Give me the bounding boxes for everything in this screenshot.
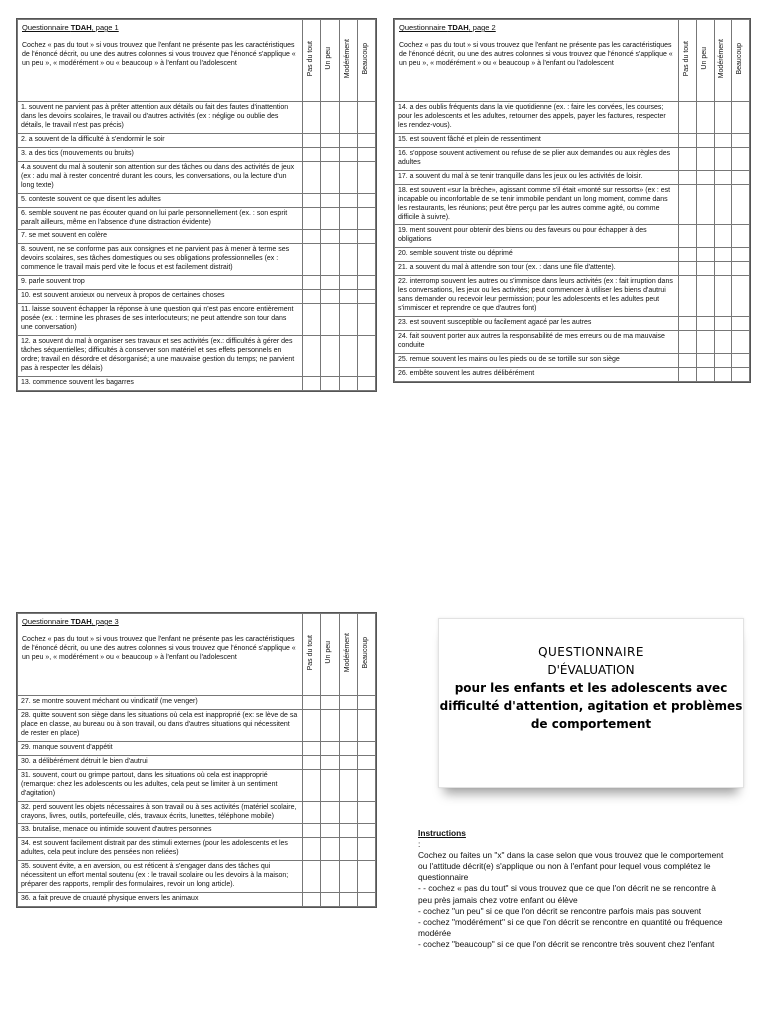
checkbox-beaucoup[interactable] [357,102,375,134]
checkbox-pas-du-tout[interactable] [303,290,321,304]
checkbox-un-peu[interactable] [321,304,339,336]
checkbox-beaucoup[interactable] [357,824,375,838]
item-text: 34. est souvent facilement distrait par des stimuli externes (pour les adolescents et les adultes, cela peut inclure des pensées non reliées) [18,838,303,861]
checkbox-moderement[interactable] [339,824,357,838]
item-text: 28. quitte souvent son siège dans les situations où cela est inapproprié (ex: se lève de sa place en classe, au bureau ou à son travail, ou dans d'autres situations qui nécessitent de rester en place) [18,709,303,741]
item-row [18,276,376,290]
checkbox-pas-du-tout[interactable] [303,709,321,741]
checkbox-pas-du-tout[interactable] [303,336,321,377]
questionnaire-intro: Cochez « pas du tout » si vous trouvez que l'enfant ne présente pas les caractéristiques de l'énoncé décrit, ou une des autres colonnes si vous trouvez que l'énoncé s'applique « un peu », « modérément » ou « beaucoup » à l'enfant ou l'adolescent [22,635,296,661]
checkbox-beaucoup[interactable] [357,230,375,244]
checkbox-pas-du-tout[interactable] [679,248,697,262]
questionnaire-title: Questionnaire TDAH, page 1 [22,23,119,32]
item-text: 31. souvent, court ou grimpe partout, dans les situations où cela est inapproprié (remarque: chez les adolescents ou les adultes, cela peut se limiter à un sentiment d'agitation) [18,769,303,801]
checkbox-un-peu[interactable] [696,317,714,331]
item-text: 12. a souvent du mal à organiser ses travaux et ses activités (ex.: difficultés à gérer des tâches séquentielles; difficultés à conserver son matériel et ses effets personnels en ordre; travail en désordre et désorganisé; a une mauvaise gestion du temps; ne parvient pas à respecter les délais) [18,336,303,377]
item-text: 32. perd souvent les objets nécessaires à son travail ou à ses activités (matériel scolaire, crayons, livres, outils, portefeuille, clés, travaux écrits, lunettes, téléphone mobile) [18,801,303,824]
checkbox-pas-du-tout[interactable] [303,838,321,861]
checkbox-moderement[interactable] [714,262,732,276]
cover-subtitle: pour les enfants et les adolescents avec difficulté d'attention, agitation et problèmes de comportement [439,681,743,731]
item-row [18,838,376,861]
checkbox-beaucoup[interactable] [357,290,375,304]
checkbox-beaucoup[interactable] [357,276,375,290]
questionnaire-header [18,20,303,102]
checkbox-pas-du-tout[interactable] [303,102,321,134]
item-text: 11. laisse souvent échapper la réponse à une question qui n'est pas encore entièrement posée (ex. : termine les phrases de ses interlocuteurs; ne peut attendre son tour dans une conversation) [18,304,303,336]
checkbox-moderement[interactable] [339,290,357,304]
item-row [18,769,376,801]
item-text: 10. est souvent anxieux ou nerveux à propos de certaines choses [18,290,303,304]
item-row [18,304,376,336]
checkbox-moderement[interactable] [714,317,732,331]
item-row [18,161,376,193]
checkbox-moderement[interactable] [339,376,357,390]
item-text: 6. semble souvent ne pas écouter quand on lui parle personnellement (ex. : son esprit paraît ailleurs, même en l'absence d'une distraction évidente) [18,207,303,230]
checkbox-un-peu[interactable] [321,276,339,290]
checkbox-moderement[interactable] [339,696,357,710]
questionnaire-intro: Cochez « pas du tout » si vous trouvez que l'enfant ne présente pas les caractéristiques de l'énoncé décrit, ou une des autres colonnes si vous trouvez que l'énoncé s'applique « un peu », « modérément » ou « beaucoup » à l'enfant ou l'adolescent [22,41,296,67]
column-header-un-peu: Un peu [321,614,339,696]
checkbox-un-peu[interactable] [321,230,339,244]
instructions-bullet: - cochez "beaucoup" si ce que l'on décrit se rencontre très souvent chez l'enfant [418,938,715,949]
item-row [18,147,376,161]
checkbox-pas-du-tout[interactable] [303,133,321,147]
column-header-moderement: Modérément [714,20,732,102]
item-text: 35. souvent évite, a en aversion, ou est réticent à s'engager dans des tâches qui nécessitent un effort mental soutenu (ex : le travail scolaire ou les devoirs à la maison; préparer des rapports, remplir des formulaires, revoir un long article). [18,861,303,893]
checkbox-beaucoup[interactable] [732,225,750,248]
checkbox-pas-du-tout[interactable] [303,376,321,390]
item-text: 33. brutalise, menace ou intimide souvent d'autres personnes [18,824,303,838]
checkbox-pas-du-tout[interactable] [303,193,321,207]
checkbox-un-peu[interactable] [321,147,339,161]
checkbox-moderement[interactable] [339,304,357,336]
item-text: 9. parle souvent trop [18,276,303,290]
item-text: 36. a fait preuve de cruauté physique envers les animaux [18,893,303,907]
checkbox-pas-du-tout[interactable] [679,353,697,367]
item-row [395,248,750,262]
checkbox-pas-du-tout[interactable] [303,147,321,161]
item-row [395,276,750,317]
checkbox-beaucoup[interactable] [732,184,750,225]
checkbox-pas-du-tout[interactable] [303,244,321,276]
item-text: 23. est souvent susceptible ou facilement agacé par les autres [395,317,679,331]
checkbox-pas-du-tout[interactable] [679,367,697,381]
item-text: 21. a souvent du mal à attendre son tour (ex. : dans une file d'attente). [395,262,679,276]
checkbox-moderement[interactable] [339,336,357,377]
checkbox-moderement[interactable] [339,755,357,769]
checkbox-beaucoup[interactable] [732,367,750,381]
questionnaire-intro: Cochez « pas du tout » si vous trouvez que l'enfant ne présente pas les caractéristiques de l'énoncé décrit, ou une des autres colonnes si vous trouvez que l'énoncé s'applique « un peu », « modérément » ou « beaucoup » à l'enfant ou l'adolescent [399,41,673,67]
column-header-beaucoup: Beaucoup [357,20,375,102]
questionnaire-page-1 [16,18,377,392]
checkbox-beaucoup[interactable] [357,861,375,893]
checkbox-pas-du-tout[interactable] [679,170,697,184]
checkbox-beaucoup[interactable] [357,304,375,336]
checkbox-pas-du-tout[interactable] [303,161,321,193]
item-text: 24. fait souvent porter aux autres la responsabilité de mes erreurs ou de ma mauvaise conduite [395,331,679,354]
item-row [395,353,750,367]
checkbox-moderement[interactable] [714,353,732,367]
checkbox-un-peu[interactable] [696,331,714,354]
checkbox-moderement[interactable] [339,769,357,801]
checkbox-un-peu[interactable] [321,709,339,741]
checkbox-moderement[interactable] [339,147,357,161]
item-text: 19. ment souvent pour obtenir des biens ou des faveurs ou pour échapper à des obligations [395,225,679,248]
item-row [18,893,376,907]
cover-title-line-1: QUESTIONNAIRE [538,645,644,659]
instructions [418,828,728,950]
item-row [18,244,376,276]
checkbox-pas-du-tout[interactable] [303,741,321,755]
checkbox-moderement[interactable] [339,741,357,755]
item-row [395,367,750,381]
item-row [395,184,750,225]
column-header-un-peu: Un peu [321,20,339,102]
checkbox-beaucoup[interactable] [357,893,375,907]
checkbox-beaucoup[interactable] [357,741,375,755]
checkbox-un-peu[interactable] [696,367,714,381]
item-text: 26. embête souvent les autres délibérément [395,367,679,381]
item-row [18,336,376,377]
item-text: 22. interromp souvent les autres ou s'immisce dans leurs activités (ex : fait irruption dans les conversations, les jeux ou les activités; peut commencer à utiliser les biens d'autrui sans demander ou recevoir leur permission; pour les adolescents et les adultes peut s'immiscer et reprendre ce que d'autres font) [395,276,679,317]
questionnaire-header [395,20,679,102]
checkbox-pas-du-tout[interactable] [679,317,697,331]
checkbox-moderement[interactable] [339,861,357,893]
checkbox-beaucoup[interactable] [732,170,750,184]
item-text: 16. s'oppose souvent activement ou refuse de se plier aux demandes ou aux règles des adultes [395,147,679,170]
checkbox-pas-du-tout[interactable] [679,262,697,276]
item-text: 18. est souvent «sur la brèche», agissant comme s'il était «monté sur ressorts» (ex : est incapable ou inconfortable de se tenir immobile pendant un long moment, comme dans les restaurants, les réunions; peut être perçu par les autres comme agité, ou comme difficile à suivre). [395,184,679,225]
questionnaire-title: Questionnaire TDAH, page 3 [22,617,119,626]
checkbox-beaucoup[interactable] [732,331,750,354]
item-row [395,262,750,276]
checkbox-moderement[interactable] [339,230,357,244]
checkbox-un-peu[interactable] [696,133,714,147]
checkbox-un-peu[interactable] [321,207,339,230]
checkbox-un-peu[interactable] [321,861,339,893]
item-text: 30. a délibérément détruit le bien d'autrui [18,755,303,769]
checkbox-un-peu[interactable] [696,248,714,262]
item-row [18,230,376,244]
instructions-bullet: - cochez "modérément" si ce que l'on décrit se rencontre en quantité ou fréquence modérée [418,916,723,938]
checkbox-moderement[interactable] [339,276,357,290]
checkbox-moderement[interactable] [339,133,357,147]
checkbox-beaucoup[interactable] [357,801,375,824]
column-header-un-peu: Un peu [696,20,714,102]
column-header-moderement: Modérément [339,614,357,696]
instructions-text: Cochez ou faites un "x" dans la case selon que vous trouvez que le comportement ou l'attitude décrit(e) s'applique ou non à l'enfant pour lequel vous complétez le questionnaire [418,850,724,883]
checkbox-beaucoup[interactable] [357,838,375,861]
item-text: 2. a souvent de la difficulté à s'endormir le soir [18,133,303,147]
checkbox-moderement[interactable] [714,276,732,317]
checkbox-pas-du-tout[interactable] [303,304,321,336]
item-text: 29. manque souvent d'appétit [18,741,303,755]
item-row [395,102,750,134]
questionnaire-page-2 [393,18,751,383]
checkbox-pas-du-tout[interactable] [679,147,697,170]
checkbox-un-peu[interactable] [321,824,339,838]
checkbox-pas-du-tout[interactable] [303,801,321,824]
checkbox-un-peu[interactable] [321,336,339,377]
checkbox-moderement[interactable] [339,709,357,741]
item-row [18,801,376,824]
checkbox-beaucoup[interactable] [732,133,750,147]
checkbox-moderement[interactable] [714,331,732,354]
column-header-pas-du-tout: Pas du tout [679,20,697,102]
checkbox-un-peu[interactable] [321,769,339,801]
checkbox-pas-du-tout[interactable] [303,276,321,290]
item-text: 3. a des tics (mouvements ou bruits) [18,147,303,161]
checkbox-pas-du-tout[interactable] [679,133,697,147]
item-row [18,824,376,838]
item-row [18,709,376,741]
checkbox-beaucoup[interactable] [357,769,375,801]
checkbox-un-peu[interactable] [321,696,339,710]
item-row [18,133,376,147]
checkbox-un-peu[interactable] [321,741,339,755]
checkbox-moderement[interactable] [714,133,732,147]
checkbox-beaucoup[interactable] [732,102,750,134]
checkbox-un-peu[interactable] [321,244,339,276]
item-text: 8. souvent, ne se conforme pas aux consignes et ne parvient pas à mener à terme ses devoirs scolaires, ses tâches domestiques ou ses obligations professionnelles (ex : commence le travail mais perd vite le focus et est facilement distrait) [18,244,303,276]
checkbox-un-peu[interactable] [321,755,339,769]
checkbox-un-peu[interactable] [321,801,339,824]
checkbox-pas-du-tout[interactable] [303,230,321,244]
checkbox-un-peu[interactable] [321,376,339,390]
checkbox-moderement[interactable] [339,838,357,861]
checkbox-pas-du-tout[interactable] [303,893,321,907]
checkbox-moderement[interactable] [714,225,732,248]
checkbox-un-peu[interactable] [696,262,714,276]
item-text: 7. se met souvent en colère [18,230,303,244]
item-row [18,696,376,710]
checkbox-beaucoup[interactable] [357,244,375,276]
checkbox-un-peu[interactable] [696,170,714,184]
item-text: 15. est souvent fâché et plein de ressentiment [395,133,679,147]
instructions-heading: Instructions [418,828,466,838]
checkbox-pas-du-tout[interactable] [303,861,321,893]
checkbox-moderement[interactable] [714,170,732,184]
instructions-bullet: - cochez "un peu" si ce que l'on décrit se rencontre parfois mais pas souvent [418,905,702,916]
checkbox-moderement[interactable] [339,161,357,193]
item-row [18,741,376,755]
checkbox-un-peu[interactable] [696,184,714,225]
checkbox-pas-du-tout[interactable] [679,331,697,354]
item-row [18,376,376,390]
checkbox-un-peu[interactable] [696,225,714,248]
checkbox-beaucoup[interactable] [732,248,750,262]
questionnaire-page-3 [16,612,377,908]
instructions-heading-line: Instructions : [418,828,728,850]
checkbox-un-peu[interactable] [321,161,339,193]
checkbox-moderement[interactable] [339,207,357,230]
checkbox-beaucoup[interactable] [357,696,375,710]
checkbox-un-peu[interactable] [321,102,339,134]
checkbox-beaucoup[interactable] [357,336,375,377]
cover-title-line-2: D'ÉVALUATION [547,663,635,677]
item-row [18,193,376,207]
checkbox-un-peu[interactable] [321,193,339,207]
item-row [395,133,750,147]
item-text: 17. a souvent du mal à se tenir tranquille dans les jeux ou les activités de loisir. [395,170,679,184]
checkbox-beaucoup[interactable] [357,376,375,390]
item-text: 13. commence souvent les bagarres [18,376,303,390]
item-row [18,102,376,134]
item-text: 27. se montre souvent méchant ou vindicatif (me venger) [18,696,303,710]
column-header-beaucoup: Beaucoup [357,614,375,696]
checkbox-beaucoup[interactable] [732,147,750,170]
questionnaire-title: Questionnaire TDAH, page 2 [399,23,496,32]
checkbox-pas-du-tout[interactable] [303,696,321,710]
checkbox-pas-du-tout[interactable] [303,824,321,838]
checkbox-beaucoup[interactable] [357,193,375,207]
column-header-moderement: Modérément [339,20,357,102]
checkbox-beaucoup[interactable] [357,133,375,147]
checkbox-moderement[interactable] [339,102,357,134]
checkbox-moderement[interactable] [714,367,732,381]
item-row [18,290,376,304]
checkbox-moderement[interactable] [339,893,357,907]
checkbox-beaucoup[interactable] [357,207,375,230]
checkbox-moderement[interactable] [714,248,732,262]
instructions-bullet: - - cochez « pas du tout" si vous trouvez que ce que l'on décrit ne se rencontre à peu près jamais chez votre enfant ou élève [418,883,716,905]
checkbox-pas-du-tout[interactable] [303,769,321,801]
item-row [395,147,750,170]
checkbox-pas-du-tout[interactable] [679,225,697,248]
item-text: 4.a souvent du mal à soutenir son attention sur des tâches ou dans des activités de jeux (ex : adu mal à rester concentré durant les cours, les conversations, ou la lecture d'un long texte) [18,161,303,193]
column-header-pas-du-tout: Pas du tout [303,20,321,102]
checkbox-pas-du-tout[interactable] [303,207,321,230]
column-header-beaucoup: Beaucoup [732,20,750,102]
checkbox-un-peu[interactable] [696,353,714,367]
checkbox-moderement[interactable] [714,102,732,134]
checkbox-beaucoup[interactable] [357,147,375,161]
checkbox-beaucoup[interactable] [357,755,375,769]
item-text: 25. remue souvent les mains ou les pieds ou de se tortille sur son siège [395,353,679,367]
item-text: 14. a des oublis fréquents dans la vie quotidienne (ex. : faire les corvées, les courses; pour les adolescents et les adultes, retourner des appels, payer les factures, respecter les rendez-vous). [395,102,679,134]
item-text: 5. conteste souvent ce que disent les adultes [18,193,303,207]
checkbox-un-peu[interactable] [696,102,714,134]
cover-card [438,618,744,788]
checkbox-un-peu[interactable] [696,147,714,170]
checkbox-beaucoup[interactable] [357,709,375,741]
checkbox-moderement[interactable] [339,801,357,824]
checkbox-un-peu[interactable] [321,290,339,304]
item-row [395,225,750,248]
checkbox-beaucoup[interactable] [357,161,375,193]
checkbox-moderement[interactable] [339,193,357,207]
item-row [395,170,750,184]
checkbox-pas-du-tout[interactable] [679,276,697,317]
item-row [18,207,376,230]
column-header-pas-du-tout: Pas du tout [303,614,321,696]
item-row [395,317,750,331]
questionnaire-header [18,614,303,696]
checkbox-pas-du-tout[interactable] [679,102,697,134]
item-row [18,755,376,769]
checkbox-moderement[interactable] [339,244,357,276]
checkbox-un-peu[interactable] [321,133,339,147]
checkbox-moderement[interactable] [714,184,732,225]
item-text: 20. semble souvent triste ou déprimé [395,248,679,262]
checkbox-un-peu[interactable] [321,838,339,861]
checkbox-beaucoup[interactable] [732,276,750,317]
checkbox-un-peu[interactable] [321,893,339,907]
checkbox-beaucoup[interactable] [732,262,750,276]
item-row [395,331,750,354]
item-row [18,861,376,893]
checkbox-beaucoup[interactable] [732,317,750,331]
item-text: 1. souvent ne parvient pas à prêter attention aux détails ou fait des fautes d'inattention dans les devoirs scolaires, le travail ou d'autres activités (ex : néglige ou oublie des détails, le travail n'est pas précis) [18,102,303,134]
checkbox-moderement[interactable] [714,147,732,170]
checkbox-un-peu[interactable] [696,276,714,317]
checkbox-beaucoup[interactable] [732,353,750,367]
checkbox-pas-du-tout[interactable] [679,184,697,225]
checkbox-pas-du-tout[interactable] [303,755,321,769]
